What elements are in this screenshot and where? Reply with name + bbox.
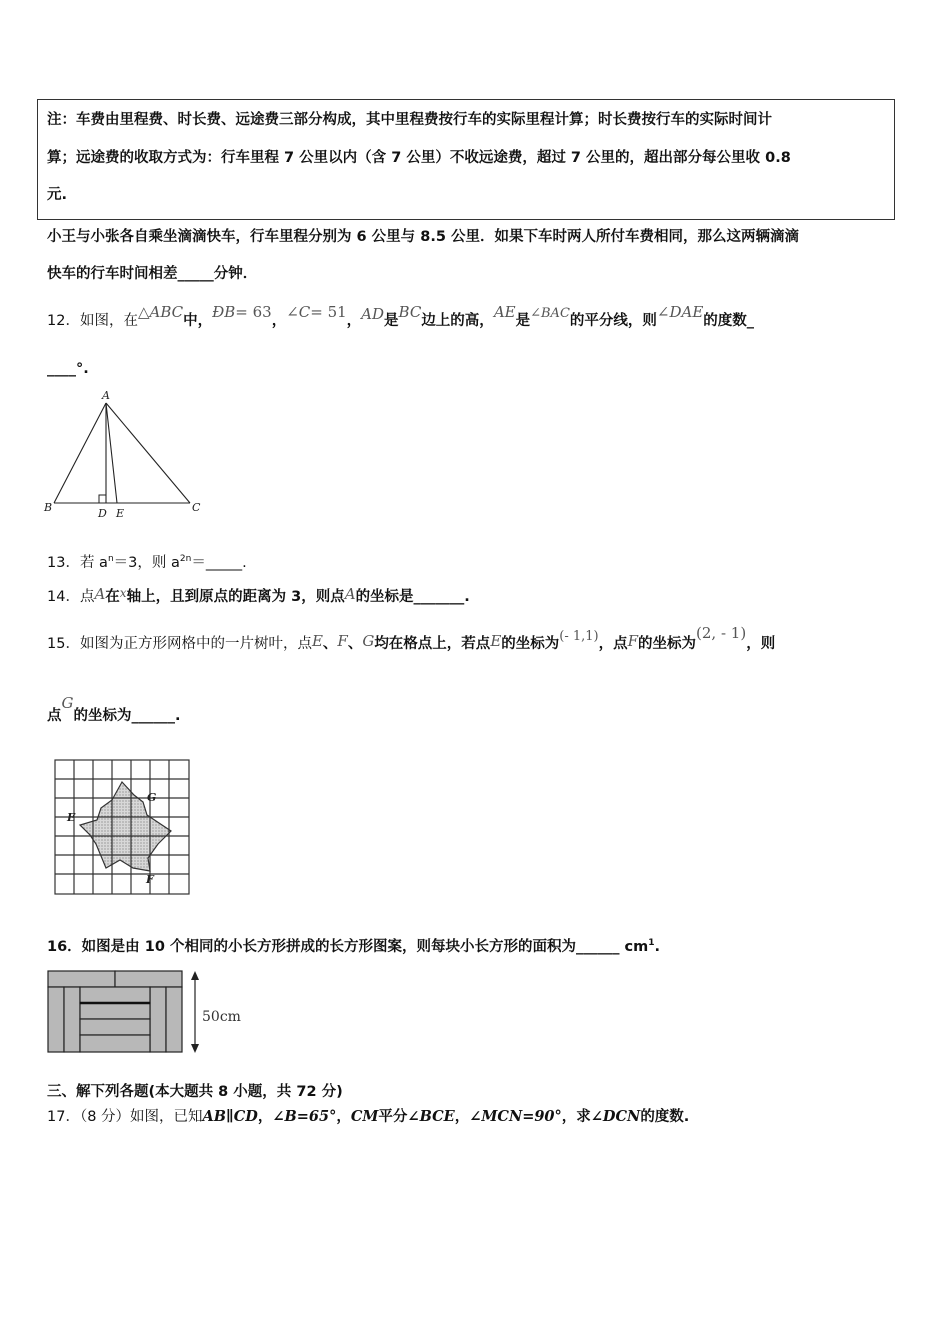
label-b: B xyxy=(44,501,53,514)
question-17 xyxy=(47,1107,689,1127)
side-ac xyxy=(106,403,190,503)
q13-text: ＝_____. xyxy=(191,555,247,571)
q12-value-c: = 51 xyxy=(310,303,347,321)
right-angle-mark xyxy=(99,495,106,503)
note-line-1: 注：车费由里程费、时长费、远途费三部分构成，其中里程费按行车的实际里程计算；时长费按行车的实际时间计 xyxy=(47,112,772,128)
bisector-ae xyxy=(106,403,117,503)
q17-angle-b: ∠B=65° xyxy=(272,1108,337,1125)
q12-text: 边上的高， xyxy=(421,313,494,329)
q12-text: 中， xyxy=(183,313,213,329)
q12-value-b: = 63 xyxy=(235,303,272,321)
q14-text: 轴上，且到原点的距离为 3，则点 xyxy=(126,589,345,605)
q12-angle-b: ÐB xyxy=(212,303,236,321)
question-12-line-1 xyxy=(47,303,755,332)
label-c: C xyxy=(192,501,201,514)
grid-label-e: E xyxy=(67,811,76,824)
q14-text: 的坐标是_______. xyxy=(355,589,470,605)
q15-text: 、 xyxy=(322,636,338,652)
question-15-line-2 xyxy=(47,694,181,726)
q12-text: ， xyxy=(271,313,287,329)
q12-bac: ∠BAC xyxy=(530,306,570,321)
q14-point-a: A xyxy=(94,585,106,603)
q15-point-g: G xyxy=(61,694,74,712)
note-line-3: 元. xyxy=(47,187,68,203)
arrow-up-icon xyxy=(191,971,199,980)
q17-text: ， xyxy=(336,1109,351,1125)
q16-text: 16．如图是由 10 个相同的小长方形拼成的长方形图案，则每块小长方形的面积为______ cm xyxy=(47,939,649,955)
question-14 xyxy=(47,586,470,607)
q14-point-a: A xyxy=(344,585,356,603)
q17-text: ， xyxy=(257,1109,273,1125)
q15-e-coordinate: (- 1,1) xyxy=(559,629,599,644)
q15-point-e: E xyxy=(490,632,502,650)
note-line-2: 算；远途费的收取方式为：行车里程 7 公里以内（含 7 公里）不收远途费，超过 7 公里的，超出部分每公里收 0.8 xyxy=(47,150,791,166)
q12-number: 12．如图，在 xyxy=(47,313,138,329)
q12-bc: BC xyxy=(398,303,422,321)
side-rectangle xyxy=(166,987,182,1052)
q15-text: 的坐标为 xyxy=(638,636,697,652)
q15-text: 的坐标为______. xyxy=(73,708,181,724)
q13-text: ＝3，则 a xyxy=(113,555,180,571)
leaf-grid-figure xyxy=(50,755,200,900)
section-3-heading: 三、解下列各题(本大题共 8 小题，共 72 分) xyxy=(47,1084,343,1100)
q13-exponent: n xyxy=(107,554,114,565)
question-13 xyxy=(47,553,247,573)
q12-text: 的平分线，则 xyxy=(569,313,657,329)
question-15-line-1 xyxy=(47,624,776,655)
q15-text: 、 xyxy=(347,636,363,652)
q15-f-coordinate: (2, - 1) xyxy=(696,624,747,642)
q12-text: 的度数_ xyxy=(703,313,755,329)
q17-text: 的度数. xyxy=(640,1109,690,1125)
q12-triangle: △ABC xyxy=(137,303,184,321)
q12-angle-c: ∠C xyxy=(286,303,311,321)
q17-text: 17．（8 分）如图，已知 xyxy=(47,1109,203,1125)
q17-text: ，求 xyxy=(561,1109,591,1125)
q14-text: 14．点 xyxy=(47,589,95,605)
q17-angle-dcn: ∠DCN xyxy=(590,1108,641,1125)
q15-text: 的坐标为 xyxy=(501,636,560,652)
q12-ae: AE xyxy=(493,303,516,321)
q11-line-2: 快车的行车时间相差_____分钟． xyxy=(47,266,258,282)
q13-text: 13．若 a xyxy=(47,555,108,571)
label-e: E xyxy=(116,507,125,520)
grid-label-g: G xyxy=(147,791,157,804)
q15-text: ，则 xyxy=(746,636,776,652)
q17-ab-parallel-cd: AB∥CD xyxy=(202,1108,258,1125)
triangle-figure xyxy=(40,385,210,525)
q12-text: ， xyxy=(346,313,362,329)
q15-text: 15．如图为正方形网格中的一片树叶，点 xyxy=(47,636,312,652)
arrow-down-icon xyxy=(191,1044,199,1053)
q15-point-e: E xyxy=(311,632,323,650)
grid-label-f: F xyxy=(146,873,154,886)
middle-rectangle xyxy=(80,987,150,1003)
dimension-label: 50cm xyxy=(202,1009,241,1025)
q12-text: 是 xyxy=(384,313,399,329)
label-a: A xyxy=(102,389,110,402)
q13-exponent: 2n xyxy=(179,554,192,565)
question-16 xyxy=(47,937,660,957)
side-ab xyxy=(54,403,106,503)
q11-line-1: 小王与小张各自乘坐滴滴快车，行车里程分别为 6 公里与 8.5 公里．如果下车时两人所付车费相同，那么这两辆滴滴 xyxy=(47,229,799,245)
q15-text: 点 xyxy=(47,708,62,724)
q15-point-f: F xyxy=(337,632,348,650)
q15-point-f: F xyxy=(627,632,639,650)
q17-angle-bce: ∠BCE xyxy=(407,1108,455,1125)
middle-rectangle xyxy=(80,1035,150,1052)
q12-dae: ∠DAE xyxy=(656,303,704,321)
leaf-shape xyxy=(80,782,171,871)
q15-text: ，点 xyxy=(598,636,628,652)
q15-point-g: G xyxy=(362,632,375,650)
q12-ad: AD xyxy=(361,305,385,323)
q14-text: 在 xyxy=(105,589,120,605)
q16-text: . xyxy=(654,939,660,955)
q12-line-2: ____°. xyxy=(47,361,89,377)
side-rectangle xyxy=(48,987,64,1052)
q17-angle-mcn: ∠MCN=90° xyxy=(469,1108,562,1125)
side-rectangle xyxy=(64,987,80,1052)
q14-x: x xyxy=(119,586,127,600)
q12-text: 是 xyxy=(515,313,531,329)
middle-rectangle xyxy=(80,1019,150,1035)
q17-text: ， xyxy=(454,1109,470,1125)
q16-unit-exponent: 1 xyxy=(648,938,655,949)
top-rectangle-left xyxy=(48,971,115,987)
q17-cm: CM xyxy=(350,1108,379,1125)
top-rectangle-right xyxy=(115,971,182,987)
rectangles-figure xyxy=(45,968,255,1058)
label-d: D xyxy=(98,507,107,520)
middle-rectangle xyxy=(80,1003,150,1019)
q15-text: 均在格点上，若点 xyxy=(374,636,491,652)
side-rectangle xyxy=(150,987,166,1052)
q17-text: 平分 xyxy=(378,1109,408,1125)
